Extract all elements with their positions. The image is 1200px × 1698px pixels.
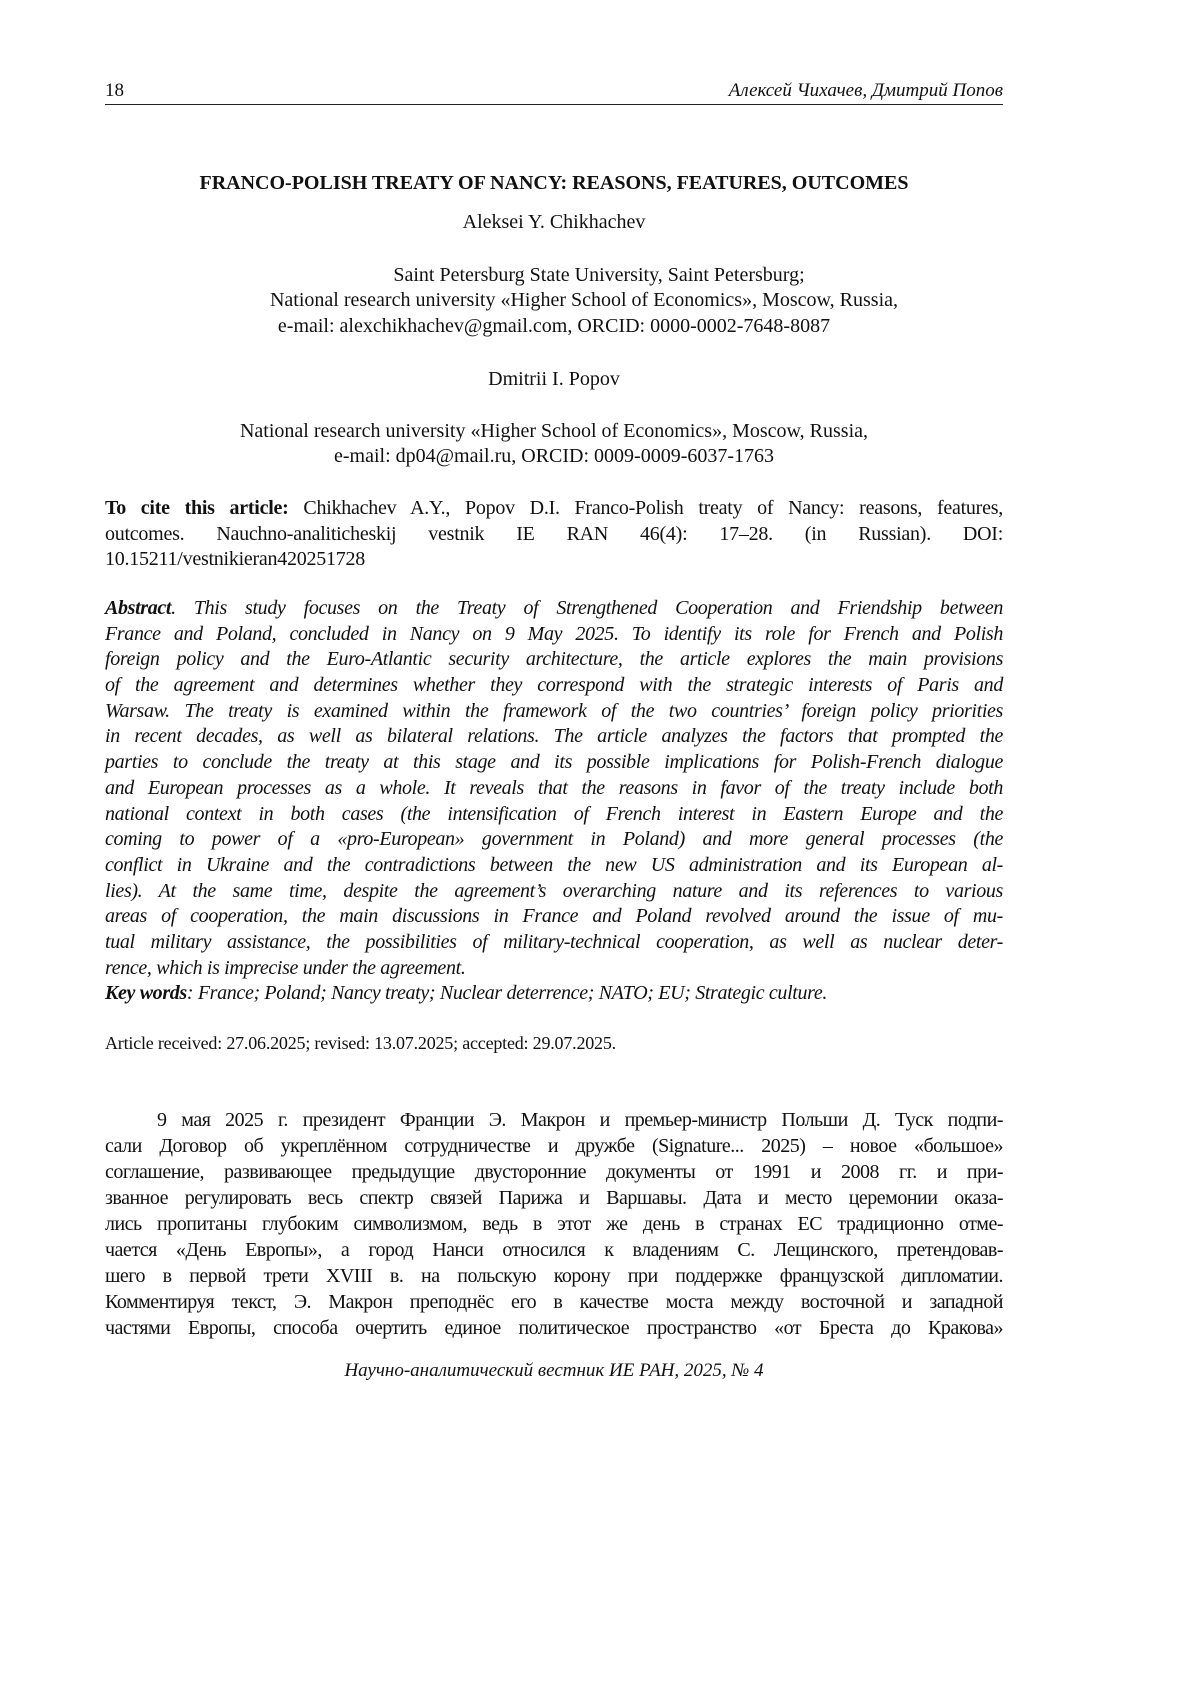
- abstract-line: parties to conclude the treaty at this stage and its possible implications for Polish-French dialogue: [105, 751, 1003, 774]
- citation: [105, 496, 1003, 573]
- abstract-line: conflict in Ukraine and the contradictions between the new US administration and its European al-: [105, 853, 1003, 876]
- keywords: [105, 981, 1003, 1007]
- body-line: сали Договор об укреплённом сотрудничестве и дружбе (Signature... 2025) – новое «большое»: [105, 1135, 1003, 1157]
- abstract-line: national context in both cases (the intensification of French interest in Eastern Europe and the: [105, 802, 1003, 825]
- author2-contact: e-mail: dp04@mail.ru, ORCID: 0009-0009-6037-1763: [333, 445, 775, 467]
- running-head: [105, 78, 1003, 105]
- author1-name: Aleksei Y. Chikhachev: [462, 211, 646, 233]
- body-line: званное регулировать весь спектр связей Парижа и Варшавы. Дата и место церемонии оказа-: [105, 1187, 1003, 1209]
- author2-name: Dmitrii I. Popov: [488, 368, 620, 390]
- body-line: шего в первой трети XVIII в. на польскую корону при поддержке французской дипломатии.: [105, 1265, 1003, 1287]
- abstract-line: France and Poland, concluded in Nancy on 9 May 2025. To identify its role for French and Polish: [105, 622, 1003, 645]
- abstract-line: Warsaw. The treaty is examined within the framework of the two countries’ foreign policy priorities: [105, 699, 1003, 722]
- citation-label: To cite this article:: [105, 497, 289, 519]
- abstract-line: of the agreement and determines whether they correspond with the strategic interests of Paris and: [105, 674, 1003, 697]
- abstract-line: and European processes as a whole. It reveals that the reasons in favor of the treaty include both: [105, 776, 1003, 799]
- body-line: частями Европы, способа очертить единое политическое пространство «от Бреста до Кракова»: [105, 1317, 1003, 1339]
- abstract-line: lies). At the same time, despite the agreement’s overarching nature and its references to various: [105, 879, 1003, 902]
- author1-contact: e-mail: alexchikhachev@gmail.com, ORCID: 0000-0002-7648-8087: [277, 315, 831, 337]
- abstract-line: foreign policy and the Euro-Atlantic security architecture, the article explores the main provisions: [105, 648, 1003, 671]
- citation-line: Chikhachev A.Y., Popov D.I. Franco-Polish treaty of Nancy: reasons, features,: [288, 497, 1003, 519]
- body-line: Комментируя текст, Э. Макрон преподнёс его в качестве моста между восточной и западной: [105, 1291, 1003, 1313]
- abstract-line: coming to power of a «pro-European» government in Poland) and more general processes (the: [105, 828, 1003, 851]
- abstract-line: . This study focuses on the Treaty of Strengthened Cooperation and Friendship between: [171, 597, 1003, 619]
- body-line: 9 мая 2025 г. президент Франции Э. Макрон и премьер-министр Польши Д. Туск подпи-: [157, 1109, 1003, 1131]
- body-line: соглашение, развивающее предыдущие двусторонние документы от 1991 и 2008 гг. и при-: [105, 1161, 1003, 1183]
- abstract-label: Abstract: [105, 597, 172, 619]
- abstract-line: areas of cooperation, the main discussions in France and Poland revolved around the issue of mu-: [105, 905, 1003, 928]
- keywords-text: : France; Poland; Nancy treaty; Nuclear deterrence; NATO; EU; Strategic culture.: [186, 982, 828, 1005]
- article-title: FRANCO-POLISH TREATY OF NANCY: REASONS, FEATURES, OUTCOMES: [199, 172, 909, 194]
- abstract: [105, 596, 1003, 1007]
- abstract-line: rence, which is imprecise under the agreement.: [105, 956, 466, 979]
- journal-footer: Научно-аналитический вестник ИЕ РАН, 2025, № 4: [344, 1360, 764, 1381]
- abstract-line: tual military assistance, the possibilities of military-technical cooperation, as well as nuclear deter-: [105, 930, 1003, 953]
- body-text: [105, 1107, 1003, 1341]
- author1-affiliation-1: Saint Petersburg State University, Saint Petersburg;: [393, 264, 805, 286]
- page-number: 18: [105, 80, 124, 101]
- citation-line: 10.15211/vestnikieran420251728: [105, 548, 366, 571]
- author2-affiliation: National research university «Higher School of Economics», Moscow, Russia,: [239, 420, 869, 442]
- author1-affiliation-2: National research university «Higher School of Economics», Moscow, Russia,: [269, 289, 899, 311]
- keywords-label: Key words: [105, 982, 187, 1005]
- body-line: чается «День Европы», а город Нанси относился к владениям С. Лещинского, претендовав-: [105, 1239, 1003, 1261]
- running-head-authors: Алексей Чихачев, Дмитрий Попов: [728, 80, 1003, 101]
- body-line: лись пропитаны глубоким символизмом, ведь в этот же день в странах ЕС традиционно отме-: [105, 1213, 1003, 1235]
- citation-line: outcomes. Nauchno-analiticheskij vestnik IE RAN 46(4): 17–28. (in Russian). DOI:: [105, 522, 1003, 545]
- abstract-line: in recent decades, as well as bilateral relations. The article analyzes the factors that prompted the: [105, 725, 1003, 748]
- article-dates: Article received: 27.06.2025; revised: 13.07.2025; accepted: 29.07.2025.: [105, 1033, 616, 1053]
